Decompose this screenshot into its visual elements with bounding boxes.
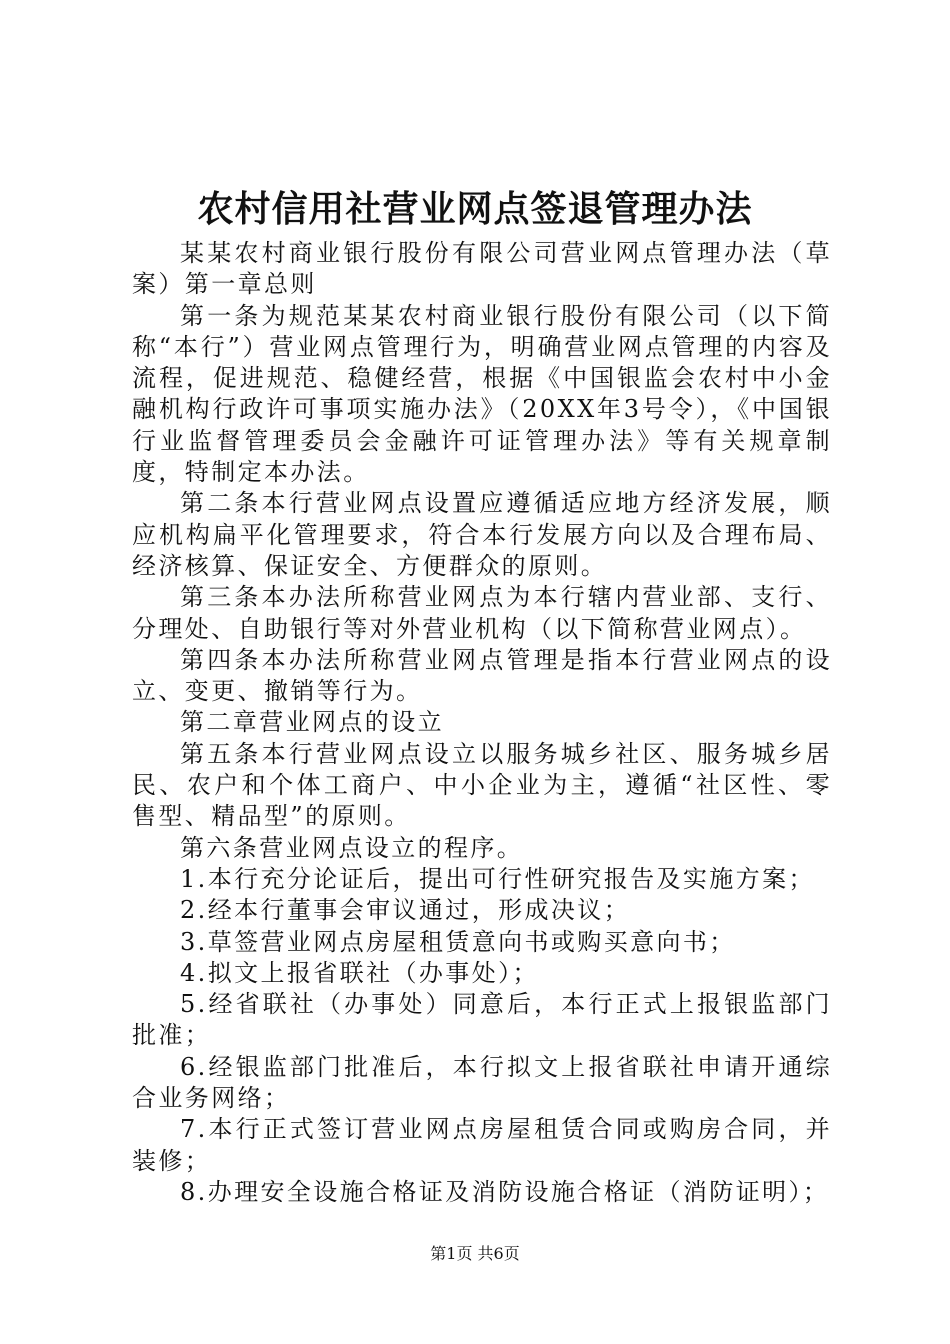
list-item-6: 6.经银监部门批准后，本行拟文上报省联社申请开通综合业务网络； [132,1052,832,1113]
paragraph-article-2: 第二条本行营业网点设置应遵循适应地方经济发展，顺应机构扁平化管理要求，符合本行发展方向以及合理布局、经济核算、保证安全、方便群众的原则。 [132,489,832,580]
list-item-1: 1.本行充分论证后，提出可行性研究报告及实施方案； [180,864,815,893]
paragraph-article-4: 第四条本办法所称营业网点管理是指本行营业网点的设立、变更、撤销等行为。 [132,645,832,706]
list-item-7: 7.本行正式签订营业网点房屋租赁合同或购房合同，并装修； [132,1115,832,1175]
paragraph-article-3: 第三条本办法所称营业网点为本行辖内营业部、支行、分理处、自助银行等对外营业机构（以下简称营业网点）。 [132,583,832,643]
paragraph-article-5: 第五条本行营业网点设立以服务城乡社区、服务城乡居民、农户和个体工商户、中小企业为主，遵循“社区性、零售型、精品型”的原则。 [132,739,832,831]
chapter-heading-2: 第二章营业网点的设立 [180,708,444,737]
page-footer: 第1页 共6页 [430,1244,520,1263]
list-item-5: 5.经省联社（办事处）同意后，本行正式上报银监部门批准； [132,990,832,1050]
paragraph-article-6: 第六条营业网点设立的程序。 [180,833,524,862]
document-title: 农村信用社营业网点签退管理办法 [197,188,753,230]
list-item-3: 3.草签营业网点房屋租赁意向书或购买意向书； [180,927,736,956]
list-item-4: 4.拟文上报省联社（办事处）； [180,958,539,987]
paragraph-intro: 某某农村商业银行股份有限公司营业网点管理办法（草案）第一章总则 [132,239,832,299]
list-item-2: 2.经本行董事会审议通过，形成决议； [180,896,631,925]
paragraph-article-1: 第一条为规范某某农村商业银行股份有限公司（以下简称“本行”）营业网点管理行为，明确营业网点管理的内容及流程，促进规范、稳健经营，根据《中国银监会农村中小金融机构行政许可事项实施办法》（20XX年3号令），《中国银行业监督管理委员会金融许可证管理办法》等有关规章制度，特制定本办法。 [132,301,832,487]
list-item-8: 8.办理安全设施合格证及消防设施合格证（消防证明）； [180,1177,830,1206]
document-body [132,238,832,1208]
